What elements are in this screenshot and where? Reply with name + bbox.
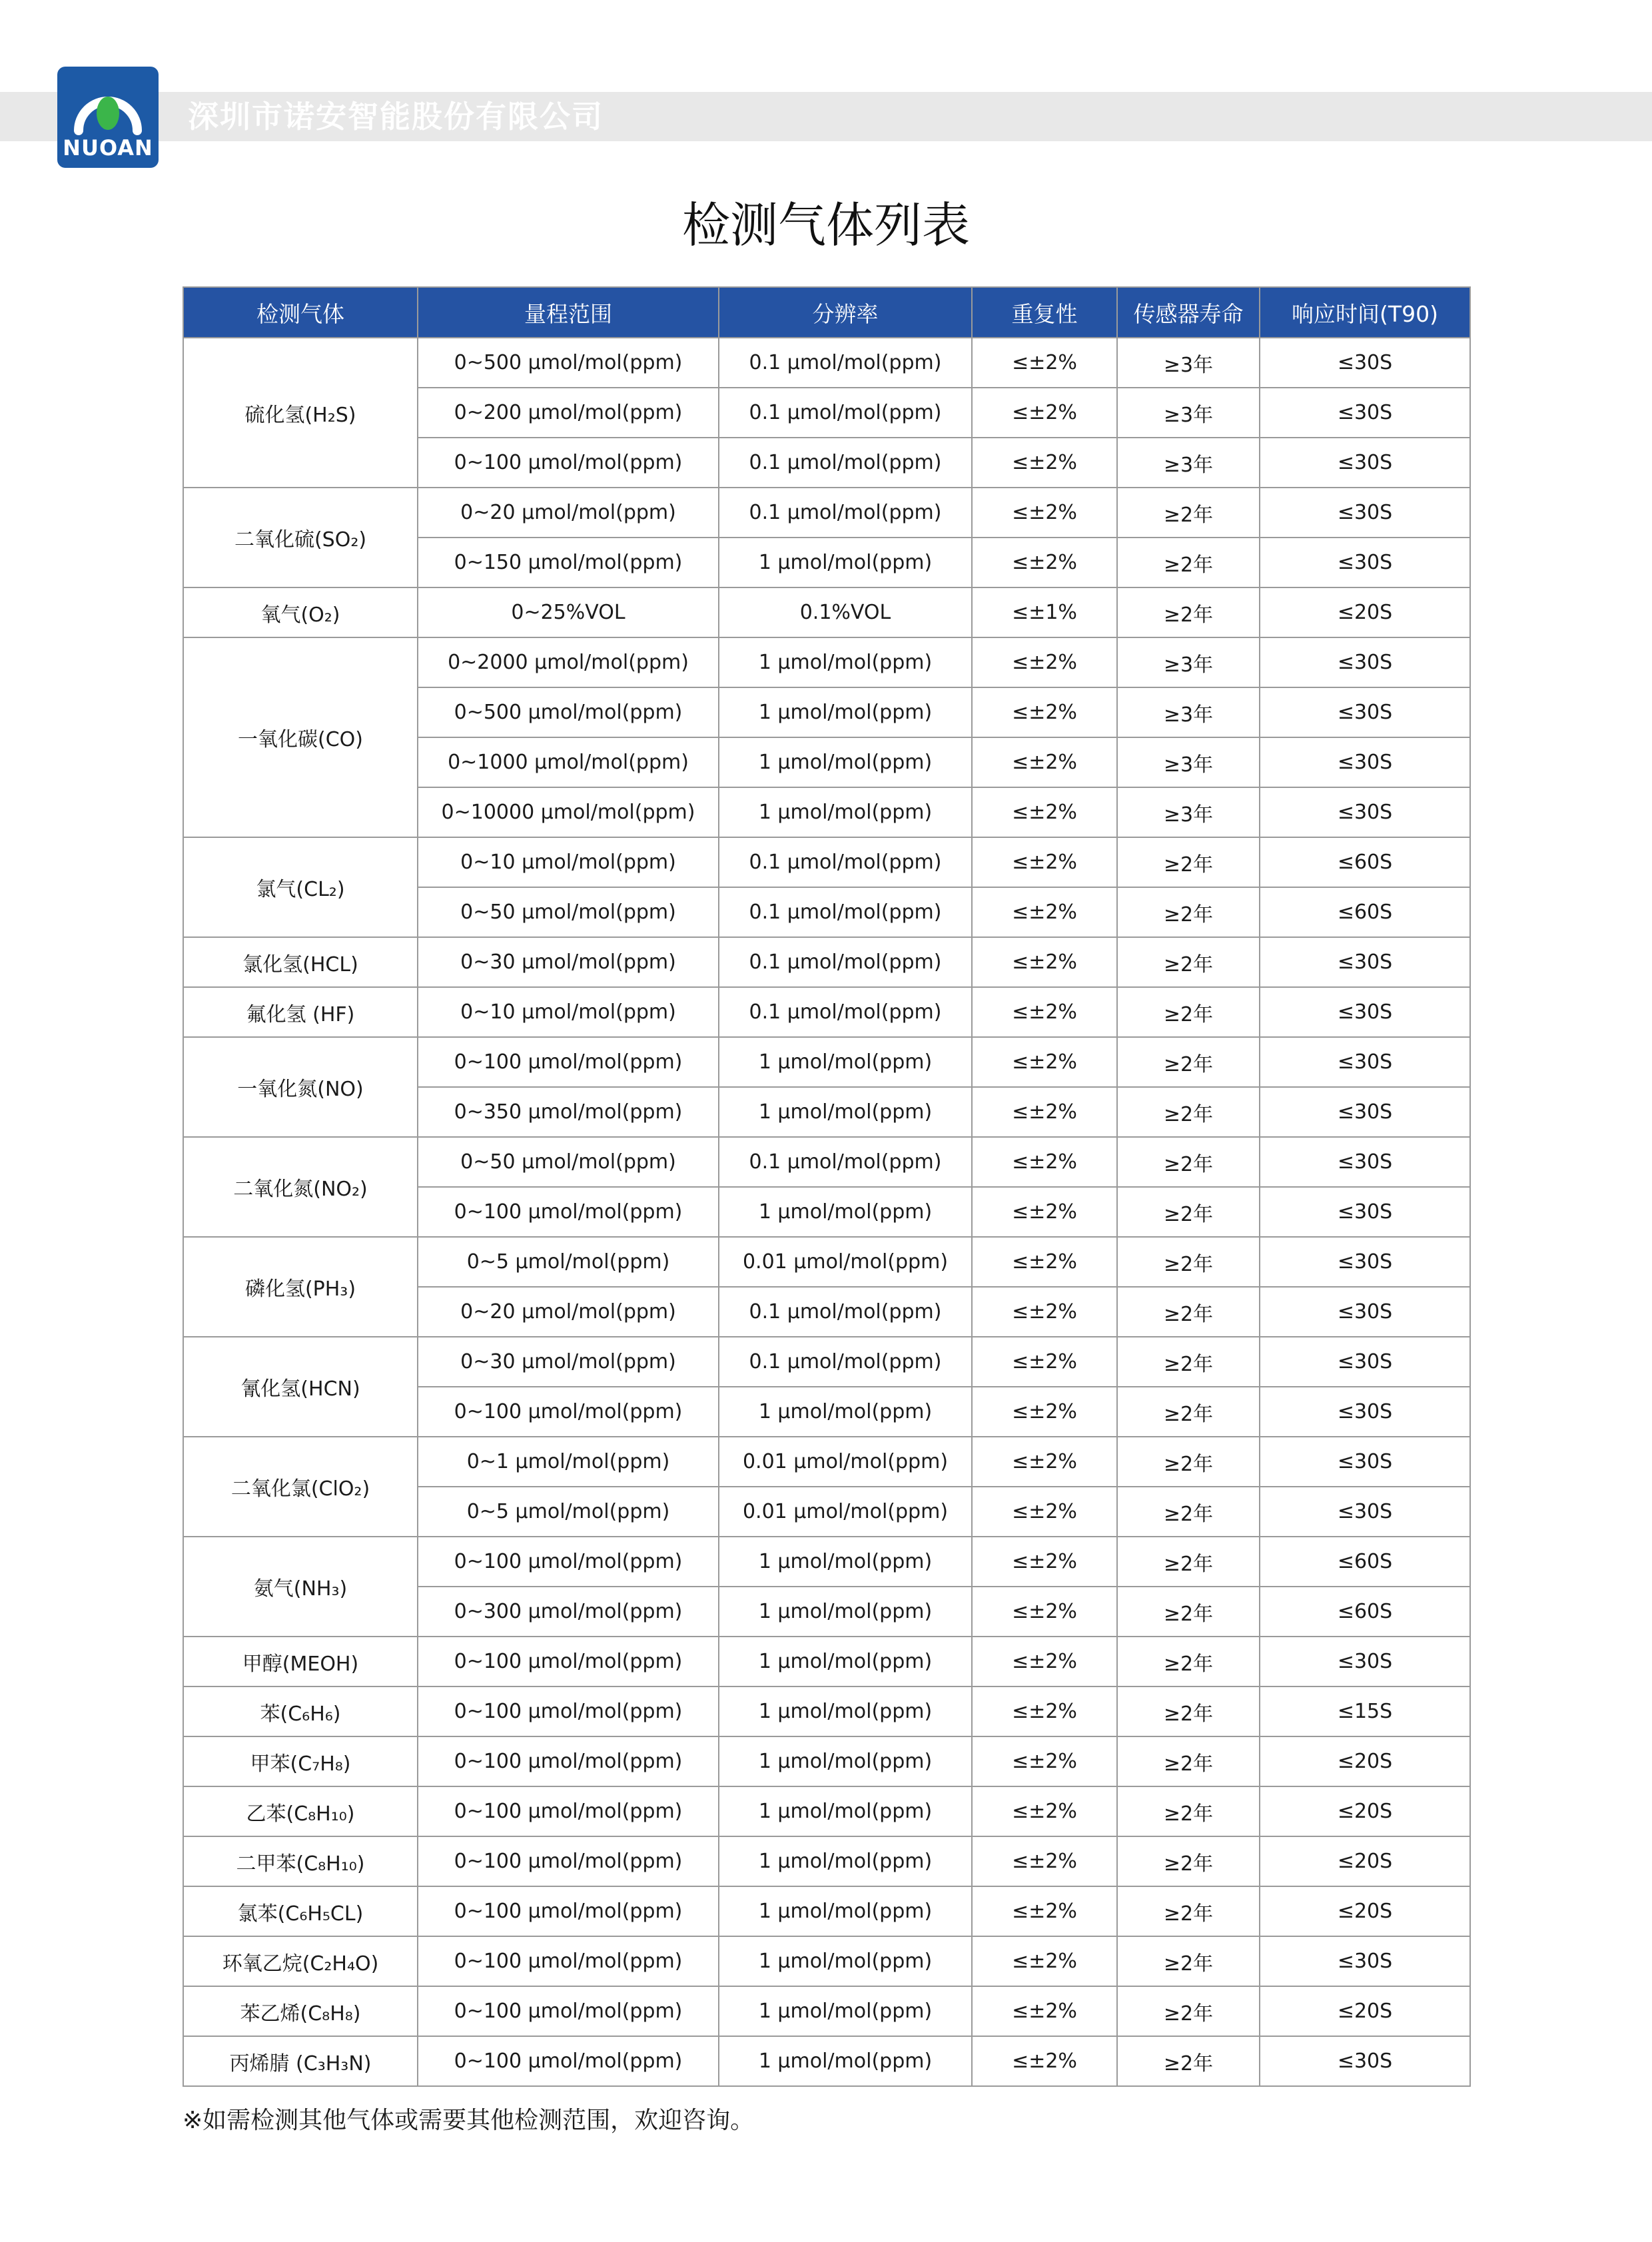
gas-table [183,286,1471,2087]
table-row [183,338,1470,388]
range-cell: 0~100 μmol/mol(ppm) [418,1986,719,2036]
response-time-cell: ≤30S [1260,488,1470,538]
company-name: 深圳市诺安智能股份有限公司 [188,99,604,135]
resolution-cell: 1 μmol/mol(ppm) [719,1587,972,1637]
sensor-life-cell: ≥2年 [1117,937,1260,987]
table-body [183,338,1470,2086]
resolution-cell: 1 μmol/mol(ppm) [719,1537,972,1587]
gas-name-cell: 磷化氢(PH₃) [183,1237,418,1337]
range-cell: 0~1000 μmol/mol(ppm) [418,737,719,787]
response-time-cell: ≤30S [1260,1137,1470,1187]
header-repeatability: 重复性 [972,287,1117,338]
table-row [183,1437,1470,1487]
repeatability-cell: ≤±2% [972,1836,1117,1886]
response-time-cell: ≤30S [1260,1037,1470,1087]
repeatability-cell: ≤±2% [972,937,1117,987]
response-time-cell: ≤30S [1260,737,1470,787]
repeatability-cell: ≤±1% [972,587,1117,637]
sensor-life-cell: ≥2年 [1117,1936,1260,1986]
range-cell: 0~2000 μmol/mol(ppm) [418,637,719,687]
response-time-cell: ≤30S [1260,1237,1470,1287]
sensor-life-cell: ≥2年 [1117,1337,1260,1387]
table-row [183,587,1470,637]
sensor-life-cell: ≥2年 [1117,1836,1260,1886]
repeatability-cell: ≤±2% [972,887,1117,937]
header-gas: 检测气体 [183,287,418,338]
range-cell: 0~100 μmol/mol(ppm) [418,1637,719,1686]
range-cell: 0~150 μmol/mol(ppm) [418,538,719,587]
repeatability-cell: ≤±2% [972,637,1117,687]
range-cell: 0~30 μmol/mol(ppm) [418,1337,719,1387]
table-row [183,2036,1470,2086]
response-time-cell: ≤30S [1260,1187,1470,1237]
resolution-cell: 1 μmol/mol(ppm) [719,1187,972,1237]
resolution-cell: 0.01 μmol/mol(ppm) [719,1487,972,1537]
repeatability-cell: ≤±2% [972,1886,1117,1936]
sensor-life-cell: ≥2年 [1117,1187,1260,1237]
sensor-life-cell: ≥3年 [1117,687,1260,737]
repeatability-cell: ≤±2% [972,737,1117,787]
sensor-life-cell: ≥2年 [1117,1037,1260,1087]
response-time-cell: ≤20S [1260,1736,1470,1786]
response-time-cell: ≤30S [1260,388,1470,438]
repeatability-cell: ≤±2% [972,1337,1117,1387]
repeatability-cell: ≤±2% [972,1487,1117,1537]
response-time-cell: ≤60S [1260,887,1470,937]
table-row [183,1836,1470,1886]
resolution-cell: 0.1 μmol/mol(ppm) [719,388,972,438]
gas-name-cell: 氯化氢(HCL) [183,937,418,987]
repeatability-cell: ≤±2% [972,488,1117,538]
response-time-cell: ≤15S [1260,1686,1470,1736]
response-time-cell: ≤30S [1260,438,1470,488]
resolution-cell: 0.1 μmol/mol(ppm) [719,987,972,1037]
range-cell: 0~100 μmol/mol(ppm) [418,1836,719,1886]
resolution-cell: 0.1 μmol/mol(ppm) [719,1287,972,1337]
repeatability-cell: ≤±2% [972,1187,1117,1237]
sensor-life-cell: ≥2年 [1117,887,1260,937]
repeatability-cell: ≤±2% [972,787,1117,837]
repeatability-cell: ≤±2% [972,1587,1117,1637]
table-row [183,1686,1470,1736]
sensor-life-cell: ≥2年 [1117,1886,1260,1936]
sensor-life-cell: ≥3年 [1117,438,1260,488]
repeatability-cell: ≤±2% [972,338,1117,388]
range-cell: 0~50 μmol/mol(ppm) [418,887,719,937]
gas-name-cell: 二氧化氯(ClO₂) [183,1437,418,1537]
sensor-life-cell: ≥2年 [1117,987,1260,1037]
resolution-cell: 1 μmol/mol(ppm) [719,1037,972,1087]
range-cell: 0~100 μmol/mol(ppm) [418,1886,719,1936]
response-time-cell: ≤60S [1260,1587,1470,1637]
response-time-cell: ≤30S [1260,1387,1470,1437]
response-time-cell: ≤60S [1260,1537,1470,1587]
response-time-cell: ≤30S [1260,338,1470,388]
gas-name-cell: 一氧化碳(CO) [183,637,418,837]
table-row [183,1736,1470,1786]
range-cell: 0~10 μmol/mol(ppm) [418,837,719,887]
gas-name-cell: 氧气(O₂) [183,587,418,637]
repeatability-cell: ≤±2% [972,1087,1117,1137]
table-header-row [183,287,1470,338]
gas-name-cell: 一氧化氮(NO) [183,1037,418,1137]
resolution-cell: 1 μmol/mol(ppm) [719,538,972,587]
gas-name-cell: 氰化氢(HCN) [183,1337,418,1437]
gas-name-cell: 氨气(NH₃) [183,1537,418,1637]
range-cell: 0~350 μmol/mol(ppm) [418,1087,719,1137]
range-cell: 0~100 μmol/mol(ppm) [418,1187,719,1237]
response-time-cell: ≤30S [1260,1487,1470,1537]
resolution-cell: 1 μmol/mol(ppm) [719,2036,972,2086]
range-cell: 0~500 μmol/mol(ppm) [418,338,719,388]
resolution-cell: 1 μmol/mol(ppm) [719,1736,972,1786]
sensor-life-cell: ≥2年 [1117,1437,1260,1487]
repeatability-cell: ≤±2% [972,1786,1117,1836]
table-row [183,1137,1470,1187]
table-row [183,1337,1470,1387]
sensor-life-cell: ≥2年 [1117,1487,1260,1537]
resolution-cell: 1 μmol/mol(ppm) [719,1986,972,2036]
gas-name-cell: 二氧化硫(SO₂) [183,488,418,587]
gas-name-cell: 苯(C₆H₆) [183,1686,418,1736]
gas-name-cell: 环氧乙烷(C₂H₄O) [183,1936,418,1986]
resolution-cell: 1 μmol/mol(ppm) [719,1836,972,1886]
sensor-life-cell: ≥2年 [1117,1587,1260,1637]
company-logo [57,67,159,168]
gas-name-cell: 甲苯(C₇H₈) [183,1736,418,1786]
range-cell: 0~100 μmol/mol(ppm) [418,438,719,488]
repeatability-cell: ≤±2% [972,1387,1117,1437]
repeatability-cell: ≤±2% [972,538,1117,587]
sensor-life-cell: ≥2年 [1117,587,1260,637]
resolution-cell: 1 μmol/mol(ppm) [719,1936,972,1986]
resolution-cell: 0.01 μmol/mol(ppm) [719,1237,972,1287]
sensor-life-cell: ≥2年 [1117,1237,1260,1287]
table-row [183,1936,1470,1986]
table-row [183,488,1470,538]
table-row [183,1537,1470,1587]
range-cell: 0~100 μmol/mol(ppm) [418,1936,719,1986]
sensor-life-cell: ≥2年 [1117,1287,1260,1337]
resolution-cell: 1 μmol/mol(ppm) [719,1786,972,1836]
resolution-cell: 0.01 μmol/mol(ppm) [719,1437,972,1487]
resolution-cell: 1 μmol/mol(ppm) [719,1387,972,1437]
resolution-cell: 0.1 μmol/mol(ppm) [719,837,972,887]
response-time-cell: ≤30S [1260,937,1470,987]
response-time-cell: ≤30S [1260,1637,1470,1686]
resolution-cell: 1 μmol/mol(ppm) [719,737,972,787]
gas-name-cell: 氯苯(C₆H₅CL) [183,1886,418,1936]
response-time-cell: ≤30S [1260,687,1470,737]
sensor-life-cell: ≥2年 [1117,837,1260,887]
range-cell: 0~100 μmol/mol(ppm) [418,1387,719,1437]
range-cell: 0~1 μmol/mol(ppm) [418,1437,719,1487]
response-time-cell: ≤30S [1260,2036,1470,2086]
gas-name-cell: 硫化氢(H₂S) [183,338,418,488]
sensor-life-cell: ≥2年 [1117,1736,1260,1786]
resolution-cell: 0.1%VOL [719,587,972,637]
range-cell: 0~10000 μmol/mol(ppm) [418,787,719,837]
response-time-cell: ≤30S [1260,1437,1470,1487]
header-resolution: 分辨率 [719,287,972,338]
table-row [183,1237,1470,1287]
header-range: 量程范围 [418,287,719,338]
table-row [183,1786,1470,1836]
gas-name-cell: 二氧化氮(NO₂) [183,1137,418,1237]
response-time-cell: ≤30S [1260,987,1470,1037]
range-cell: 0~50 μmol/mol(ppm) [418,1137,719,1187]
sensor-life-cell: ≥2年 [1117,2036,1260,2086]
header-response-time: 响应时间(T90) [1260,287,1470,338]
sensor-life-cell: ≥2年 [1117,1137,1260,1187]
response-time-cell: ≤30S [1260,1337,1470,1387]
repeatability-cell: ≤±2% [972,438,1117,488]
resolution-cell: 1 μmol/mol(ppm) [719,687,972,737]
logo-text: NUOAN [63,135,153,161]
repeatability-cell: ≤±2% [972,687,1117,737]
table-row [183,1886,1470,1936]
table-row [183,1037,1470,1087]
table-row [183,937,1470,987]
response-time-cell: ≤60S [1260,837,1470,887]
range-cell: 0~200 μmol/mol(ppm) [418,388,719,438]
range-cell: 0~100 μmol/mol(ppm) [418,1537,719,1587]
resolution-cell: 0.1 μmol/mol(ppm) [719,937,972,987]
range-cell: 0~300 μmol/mol(ppm) [418,1587,719,1637]
sensor-life-cell: ≥2年 [1117,1686,1260,1736]
repeatability-cell: ≤±2% [972,837,1117,887]
repeatability-cell: ≤±2% [972,2036,1117,2086]
range-cell: 0~100 μmol/mol(ppm) [418,1786,719,1836]
resolution-cell: 1 μmol/mol(ppm) [719,1087,972,1137]
table-row [183,1986,1470,2036]
resolution-cell: 0.1 μmol/mol(ppm) [719,1137,972,1187]
repeatability-cell: ≤±2% [972,1037,1117,1087]
resolution-cell: 0.1 μmol/mol(ppm) [719,338,972,388]
response-time-cell: ≤20S [1260,587,1470,637]
response-time-cell: ≤30S [1260,787,1470,837]
sensor-life-cell: ≥2年 [1117,488,1260,538]
sensor-life-cell: ≥2年 [1117,1786,1260,1836]
repeatability-cell: ≤±2% [972,1686,1117,1736]
repeatability-cell: ≤±2% [972,1237,1117,1287]
response-time-cell: ≤30S [1260,538,1470,587]
response-time-cell: ≤30S [1260,1087,1470,1137]
response-time-cell: ≤20S [1260,1786,1470,1836]
table-row [183,837,1470,887]
range-cell: 0~100 μmol/mol(ppm) [418,1037,719,1087]
range-cell: 0~5 μmol/mol(ppm) [418,1237,719,1287]
resolution-cell: 0.1 μmol/mol(ppm) [719,887,972,937]
range-cell: 0~100 μmol/mol(ppm) [418,1736,719,1786]
sensor-life-cell: ≥2年 [1117,1637,1260,1686]
response-time-cell: ≤30S [1260,637,1470,687]
repeatability-cell: ≤±2% [972,1736,1117,1786]
sensor-life-cell: ≥3年 [1117,787,1260,837]
sensor-life-cell: ≥2年 [1117,538,1260,587]
repeatability-cell: ≤±2% [972,1936,1117,1986]
range-cell: 0~5 μmol/mol(ppm) [418,1487,719,1537]
gas-name-cell: 二甲苯(C₈H₁₀) [183,1836,418,1886]
page-title: 检测气体列表 [681,197,970,253]
sensor-life-cell: ≥3年 [1117,388,1260,438]
sensor-life-cell: ≥2年 [1117,1986,1260,2036]
footnote: ※如需检测其他气体或需要其他检测范围，欢迎咨询。 [183,2107,755,2134]
range-cell: 0~30 μmol/mol(ppm) [418,937,719,987]
range-cell: 0~500 μmol/mol(ppm) [418,687,719,737]
response-time-cell: ≤30S [1260,1936,1470,1986]
repeatability-cell: ≤±2% [972,1137,1117,1187]
table-row [183,637,1470,687]
resolution-cell: 1 μmol/mol(ppm) [719,1686,972,1736]
repeatability-cell: ≤±2% [972,388,1117,438]
resolution-cell: 1 μmol/mol(ppm) [719,787,972,837]
sensor-life-cell: ≥3年 [1117,637,1260,687]
table-row [183,1637,1470,1686]
response-time-cell: ≤20S [1260,1986,1470,2036]
range-cell: 0~10 μmol/mol(ppm) [418,987,719,1037]
response-time-cell: ≤20S [1260,1886,1470,1936]
gas-name-cell: 氯气(CL₂) [183,837,418,937]
resolution-cell: 0.1 μmol/mol(ppm) [719,438,972,488]
resolution-cell: 1 μmol/mol(ppm) [719,1886,972,1936]
range-cell: 0~100 μmol/mol(ppm) [418,2036,719,2086]
response-time-cell: ≤30S [1260,1287,1470,1337]
repeatability-cell: ≤±2% [972,1437,1117,1487]
gas-name-cell: 苯乙烯(C₈H₈) [183,1986,418,2036]
resolution-cell: 1 μmol/mol(ppm) [719,637,972,687]
repeatability-cell: ≤±2% [972,987,1117,1037]
range-cell: 0~20 μmol/mol(ppm) [418,1287,719,1337]
sensor-life-cell: ≥2年 [1117,1087,1260,1137]
header-sensor-life: 传感器寿命 [1117,287,1260,338]
repeatability-cell: ≤±2% [972,1637,1117,1686]
response-time-cell: ≤20S [1260,1836,1470,1886]
repeatability-cell: ≤±2% [972,1537,1117,1587]
range-cell: 0~20 μmol/mol(ppm) [418,488,719,538]
sensor-life-cell: ≥3年 [1117,338,1260,388]
gas-name-cell: 丙烯腈 (C₃H₃N) [183,2036,418,2086]
repeatability-cell: ≤±2% [972,1287,1117,1337]
resolution-cell: 0.1 μmol/mol(ppm) [719,1337,972,1387]
repeatability-cell: ≤±2% [972,1986,1117,2036]
gas-name-cell: 甲醇(MEOH) [183,1637,418,1686]
gas-name-cell: 乙苯(C₈H₁₀) [183,1786,418,1836]
sensor-life-cell: ≥2年 [1117,1387,1260,1437]
resolution-cell: 0.1 μmol/mol(ppm) [719,488,972,538]
sensor-life-cell: ≥3年 [1117,737,1260,787]
gas-name-cell: 氟化氢 (HF) [183,987,418,1037]
table-row [183,987,1470,1037]
resolution-cell: 1 μmol/mol(ppm) [719,1637,972,1686]
sensor-life-cell: ≥2年 [1117,1537,1260,1587]
range-cell: 0~25%VOL [418,587,719,637]
range-cell: 0~100 μmol/mol(ppm) [418,1686,719,1736]
